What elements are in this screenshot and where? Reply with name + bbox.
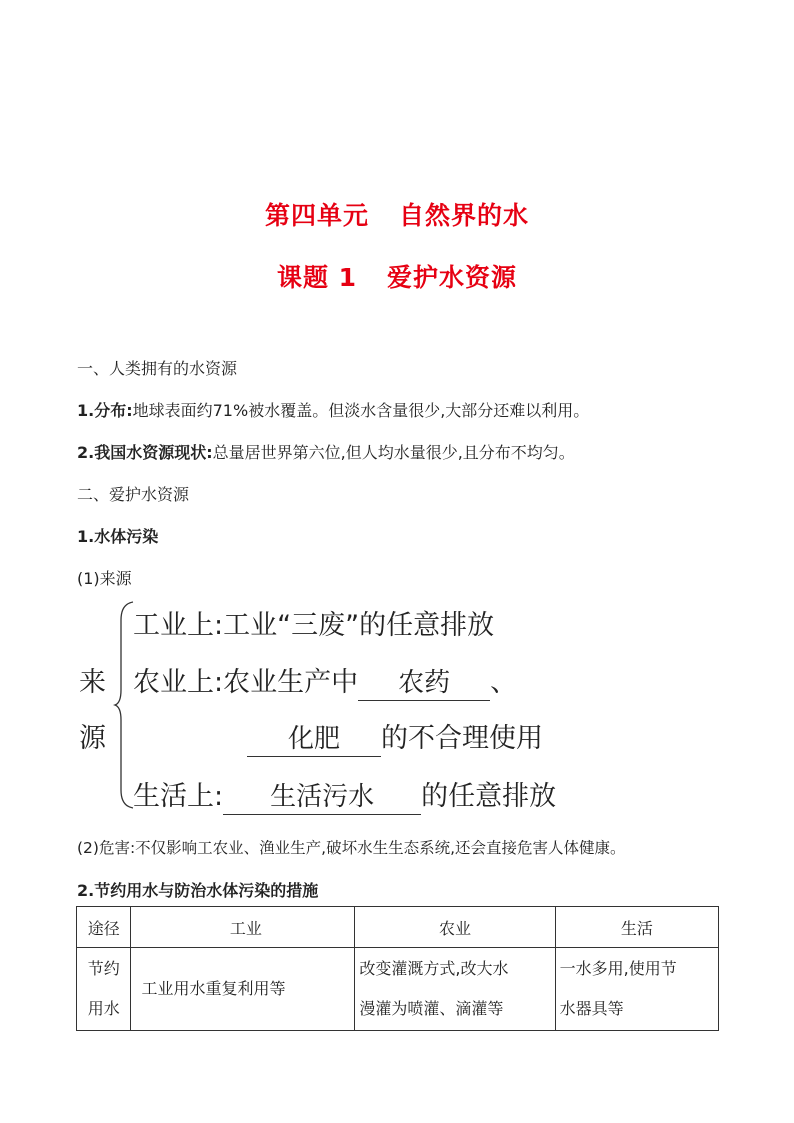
- distribution-line: 1.分布:地球表面约71%被水覆盖。但淡水含量很少,大部分还难以利用。: [77, 401, 590, 420]
- header-agriculture: 农业: [355, 907, 555, 948]
- industry-measure: 工业用水重复利用等: [131, 948, 355, 1031]
- section1-heading: 一、人类拥有的水资源: [77, 359, 238, 378]
- section2-heading: 二、爱护水资源: [77, 485, 190, 504]
- source-label-lai: 来: [79, 667, 106, 698]
- china-water-status-line: 2.我国水资源现状:总量居世界第六位,但人均水量很少,且分布不均匀。: [77, 443, 575, 462]
- agriculture-source: 农业上:农业生产中 农药 、: [133, 660, 517, 701]
- header-industry: 工业: [131, 907, 355, 948]
- header-life: 生活: [555, 907, 718, 948]
- unit-title: 第四单元 自然界的水: [264, 201, 530, 230]
- measures-heading: 2.节约用水与防治水体污染的措施: [77, 881, 319, 900]
- agriculture-source-cont: 化肥 的不合理使用: [247, 716, 543, 757]
- source-label-yuan: 源: [79, 723, 106, 754]
- answer-sewage: 生活污水: [223, 780, 421, 815]
- table-row: [77, 948, 719, 1031]
- measures-table: [76, 906, 719, 1031]
- water-pollution-heading: 1.水体污染: [77, 527, 159, 546]
- row-label: 节约 用水: [77, 948, 131, 1031]
- harm-line: (2)危害:不仅影响工农业、渔业生产,破坏水生生态系统,还会直接危害人体健康。: [77, 839, 626, 857]
- table-header-row: [77, 907, 719, 948]
- answer-fertilizer: 化肥: [247, 722, 381, 757]
- header-route: 途径: [77, 907, 131, 948]
- life-measure: 一水多用,使用节 水器具等: [555, 948, 718, 1031]
- lesson-title: 课题 1 爱护水资源: [276, 263, 518, 292]
- source-heading: (1)来源: [77, 569, 132, 588]
- industry-source: 工业上:工业“三废”的任意排放: [133, 610, 495, 641]
- agriculture-measure: 改变灌溉方式,改大水 漫灌为喷灌、滴灌等: [355, 948, 555, 1031]
- answer-pesticide: 农药: [358, 666, 490, 701]
- life-source: 生活上: 生活污水 的任意排放: [133, 774, 556, 815]
